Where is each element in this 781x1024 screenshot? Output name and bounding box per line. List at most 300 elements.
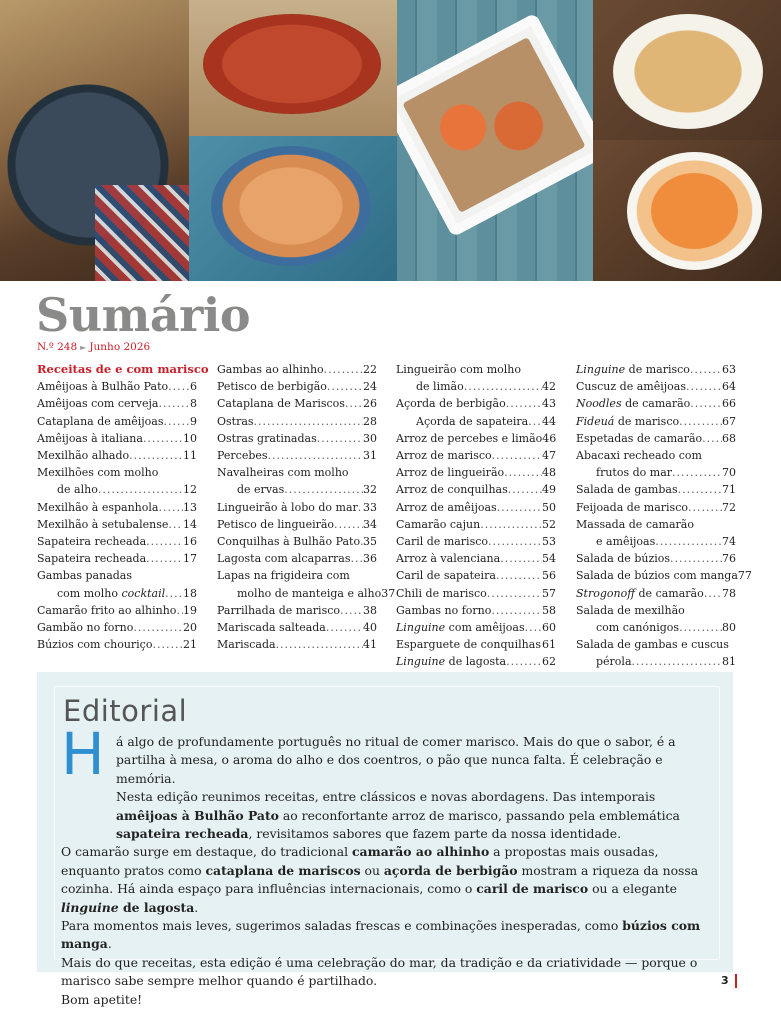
toc-entry-line: Abacaxi recheado com (576, 449, 702, 463)
toc-entry-line: Lapas na frigideira com (217, 569, 350, 583)
toc-entry-text: Arroz de marisco (396, 449, 492, 463)
toc-leader-dots (506, 395, 542, 412)
toc-entry-text: Arroz de amêijoas (396, 500, 497, 514)
toc-page-number: 81 (722, 655, 736, 669)
editorial-run: Nesta edição reunimos receitas, entre clássicos e novas abordagens. Das intemporais (116, 789, 656, 805)
toc-leader-dots (164, 413, 190, 430)
toc-entry-italic: Linguine (396, 621, 446, 635)
toc-entry (217, 499, 377, 516)
toc-leader-dots (327, 378, 363, 395)
shrimp-curry-plate-photo (593, 140, 781, 281)
toc-leader-dots (143, 430, 183, 447)
editorial-run: sapateira recheada (116, 826, 249, 842)
editorial-paragraph (61, 733, 711, 788)
toc-page-number: 14 (183, 517, 197, 531)
toc-entry-label (217, 636, 276, 653)
toc-entry-text: Mariscada salteada (217, 621, 326, 635)
toc-entry-label (396, 653, 506, 670)
editorial-run: Bom apetite! (61, 991, 143, 1007)
toc-entry (396, 378, 556, 395)
toc-leader-dots (508, 481, 542, 498)
toc-page-number: 68 (722, 431, 736, 445)
toc-entry (576, 395, 736, 412)
toc-leader-dots (158, 395, 190, 412)
toc-page-number: 63 (722, 363, 736, 376)
toc-entry-label (576, 481, 678, 498)
toc-entry-label (396, 395, 506, 412)
editorial-run: ou (360, 862, 384, 878)
toc-page-number: 43 (542, 397, 556, 411)
toc-page-number: 48 (542, 466, 556, 480)
toc-entry-line: Navalheiras com molho (217, 466, 349, 480)
toc-page-number: 18 (183, 586, 197, 600)
toc-entry-label (47, 585, 165, 602)
toc-leader-dots (129, 447, 183, 464)
toc-leader-dots (688, 499, 722, 516)
toc-leader-dots (146, 533, 183, 550)
toc-entry-text: Sapateira recheada (37, 552, 147, 566)
toc-entry-label (396, 602, 491, 619)
toc-entry (396, 413, 556, 430)
toc-entry-text: frutos do mar (596, 466, 673, 480)
editorial-text (61, 733, 711, 1009)
toc-entry (576, 361, 736, 378)
toc-page-number: 46 (542, 431, 557, 445)
toc-page-number: 40 (363, 621, 377, 635)
toc-entry-text: Cataplana de amêijoas (37, 414, 164, 428)
toc-entry-label (37, 499, 158, 516)
toc-entry-label (396, 499, 497, 516)
toc-entry-text: Salada de búzios com manga (576, 569, 738, 583)
toc-entry (396, 481, 556, 498)
editorial-run: O camarão surge em destaque, do tradicional (61, 844, 353, 860)
toc-leader-dots (487, 585, 542, 602)
toc-column-1 (37, 361, 209, 653)
toc-leader-dots (324, 361, 363, 378)
toc-entry-text: de camarão (638, 586, 704, 600)
toc-entry-label (396, 567, 496, 584)
toc-page-number: 34 (363, 517, 377, 531)
toc-entry (576, 619, 736, 636)
toc-entry-text: Cuscuz de amêijoas (576, 380, 686, 394)
toc-entry-text: Gambão no forno (37, 621, 134, 635)
toc-entry-text: molho de manteiga e alho (237, 586, 382, 600)
toc-entry-label (396, 430, 542, 447)
toc-leader-dots (496, 567, 542, 584)
drop-cap: H (61, 720, 105, 788)
toc-entry-text: de ervas (237, 483, 285, 497)
toc-entry-label (217, 447, 268, 464)
toc-entry (37, 447, 197, 464)
toc-leader-dots (492, 447, 542, 464)
editorial-run: açorda de berbigão (383, 862, 518, 878)
toc-entry-text: de camarão (625, 397, 691, 411)
toc-entry-text: Búzios com chouriço (37, 638, 153, 652)
toc-entry-text: Esparguete de conquilhas (396, 638, 541, 652)
toc-entry (396, 430, 556, 447)
toc-page-number: 10 (183, 431, 197, 445)
toc-page-number: 56 (542, 569, 556, 583)
toc-page-number: 47 (542, 449, 556, 463)
toc-entry-text: Mexilhão alhado (37, 449, 130, 463)
toc-entry-text: Cataplana de Mariscos (217, 397, 345, 411)
toc-entry (396, 516, 556, 533)
toc-entry-text: Espetadas de camarão (576, 431, 703, 445)
toc-page-number: 17 (183, 552, 197, 566)
toc-entry-text: Chili de marisco (396, 586, 487, 600)
toc-entry-label (37, 533, 146, 550)
toc-leader-dots (525, 619, 542, 636)
toc-entry-text: Amêijoas à Bulhão Pato (37, 380, 169, 394)
toc-entry (396, 533, 556, 550)
toc-page-number: 57 (542, 586, 556, 600)
toc-entry-label (37, 395, 158, 412)
toc-page-number: 70 (722, 466, 736, 480)
toc-entry (576, 481, 736, 498)
toc-entry-text: com amêijoas (448, 621, 525, 635)
toc-leader-dots (679, 619, 722, 636)
toc-page-number: 72 (722, 500, 736, 514)
toc-entry (217, 602, 377, 619)
toc-entry (37, 516, 197, 533)
toc-entry-label (37, 430, 143, 447)
toc-page-number: 31 (363, 449, 377, 463)
toc-entry (217, 413, 377, 430)
toc-leader-dots (168, 516, 183, 533)
toc-entry (37, 550, 197, 567)
toc-entry-label (576, 430, 702, 447)
toc-page-number: 50 (542, 500, 556, 514)
editorial-paragraph (61, 954, 711, 991)
editorial-run: , revisitamos sabores que fazem parte da nossa identidade. (248, 826, 622, 842)
toc-leader-dots (672, 464, 722, 481)
toc-entry-label (217, 533, 360, 550)
toc-page-number: 11 (183, 449, 197, 463)
editorial-paragraph (61, 843, 711, 917)
toc-entry-text: Gambas ao alhinho (217, 363, 324, 376)
toc-entry-text: Ostras gratinadas (217, 431, 317, 445)
toc-entry-text: e amêijoas (596, 535, 656, 549)
toc-column-3 (396, 361, 556, 671)
toc-entry-text: Petisco de lingueirão (217, 517, 335, 531)
toc-entry-text: de lagosta (448, 655, 507, 669)
toc-leader-dots (504, 464, 542, 481)
toc-leader-dots (152, 636, 183, 653)
toc-entry (37, 619, 197, 636)
toc-page-number: 61 (542, 638, 556, 652)
toc-leader-dots (284, 481, 363, 498)
toc-page-number: 21 (183, 638, 197, 652)
toc-entry-text: de limão (416, 380, 464, 394)
toc-entry-text: de marisco (617, 414, 680, 428)
toc-entry-text: Camarão frito ao alhinho (37, 603, 177, 617)
toc-entry-italic: Fideuá (576, 414, 615, 428)
toc-leader-dots (464, 378, 542, 395)
editorial-run: camarão ao alhinho (352, 844, 490, 860)
toc-page-number: 33 (363, 500, 377, 514)
toc-entry (396, 636, 556, 653)
toc-entry-label (586, 464, 672, 481)
toc-leader-dots (655, 533, 722, 550)
toc-page-number: 66 (722, 397, 736, 411)
toc-entry-label (217, 430, 317, 447)
toc-entry (217, 447, 377, 464)
toc-entry (217, 378, 377, 395)
toc-entry-text: Açorda de sapateira (416, 414, 529, 428)
editorial-run: Para momentos mais leves, sugerimos saladas frescas e combinações inesperadas, como (61, 918, 623, 934)
toc-entry (37, 378, 197, 395)
toc-entry-italic: Linguine (576, 363, 626, 376)
toc-page-number: 64 (722, 380, 736, 394)
toc-page-number: 42 (542, 380, 556, 394)
issue-info (37, 341, 150, 353)
toc-entry (396, 653, 556, 670)
toc-entry-label (396, 447, 492, 464)
photo-collage (0, 0, 781, 281)
toc-entry-text: Mariscada (217, 638, 276, 652)
toc-entry-label (576, 378, 686, 395)
toc-entry-text: Arroz de percebes e limão (396, 431, 543, 445)
toc-entry-text: Sapateira recheada (37, 535, 147, 549)
toc-leader-dots (506, 653, 542, 670)
toc-entry-label (37, 516, 168, 533)
toc-entry-label (217, 499, 358, 516)
toc-entry (396, 567, 556, 584)
toc-entry (576, 585, 736, 602)
toc-leader-dots (317, 430, 363, 447)
toc-page-number: 19 (183, 603, 197, 617)
toc-page-number: 22 (363, 363, 377, 376)
toc-page-number: 53 (542, 535, 556, 549)
page-number-text: 3 (721, 974, 729, 987)
editorial-run: búzios com manga (61, 918, 701, 952)
toc-entry (37, 585, 197, 602)
toc-entry-text: de marisco (628, 363, 690, 376)
toc-entry-label (217, 395, 345, 412)
toc-entry-label (576, 413, 679, 430)
toc-leader-dots (704, 585, 722, 602)
editorial-run: ou a elegante (588, 881, 678, 897)
toc-page-number: 62 (542, 655, 556, 669)
toc-entry (37, 499, 197, 516)
toc-entry-label (37, 413, 164, 430)
toc-leader-dots (165, 585, 183, 602)
editorial-run: caril de marisco (476, 881, 589, 897)
toc-entry-text: Petisco de berbigão (217, 380, 327, 394)
toc-entry-line: Salada de gambas e cuscus (576, 638, 729, 652)
toc-leader-dots (686, 378, 722, 395)
toc-entry-text: Salada de búzios (576, 552, 671, 566)
toc-entry-italic: cocktail (121, 586, 166, 600)
toc-entry-label (37, 619, 133, 636)
seafood-tray-photo (397, 0, 593, 281)
toc-entry-label (217, 602, 340, 619)
toc-entry-label (217, 413, 254, 430)
toc-entry-line: Massada de camarão (576, 517, 694, 531)
toc-page-number: 28 (363, 414, 377, 428)
toc-entry-text: com canónigos (596, 621, 680, 635)
toc-entry-text: Arroz de lingueirão (396, 466, 505, 480)
issue-date: Junho 2026 (89, 341, 151, 353)
editorial-run: a propostas mais ousadas, enquanto pratos como (61, 844, 659, 878)
toc-entry (396, 464, 556, 481)
toc-entry (37, 430, 197, 447)
toc-entry (396, 499, 556, 516)
toc-entry-text: Conquilhas à Bulhão Pato (217, 535, 361, 549)
page-number-bar (735, 974, 737, 988)
toc-leader-dots (497, 499, 542, 516)
toc-entry (217, 585, 396, 602)
toc-entry-label (406, 378, 464, 395)
toc-entry-text: Lagosta com alcaparras (217, 552, 351, 566)
toc-entry-label (576, 395, 690, 412)
editorial-title: Editorial (63, 694, 188, 728)
toc-entry-label (576, 550, 670, 567)
toc-entry-italic: Linguine (396, 655, 446, 669)
toc-page-number: 44 (542, 414, 556, 428)
toc-leader-dots (528, 413, 542, 430)
toc-page-number: 74 (722, 535, 736, 549)
toc-entry-text: pérola (596, 655, 632, 669)
toc-column-2 (217, 361, 396, 653)
toc-entry-text: Percebes (217, 449, 268, 463)
toc-leader-dots (168, 378, 190, 395)
toc-entry (396, 585, 556, 602)
toc-page-number: 58 (542, 603, 556, 617)
toc-entry-text: Gambas no forno (396, 603, 492, 617)
toc-page-number: 76 (722, 552, 736, 566)
toc-entry-label (217, 619, 326, 636)
editorial-run: cataplana de mariscos (205, 862, 361, 878)
toc-entry (576, 533, 736, 550)
toc-leader-dots (500, 550, 542, 567)
toc-entry-italic: Noodles (576, 397, 622, 411)
toc-entry (576, 430, 736, 447)
toc-entry-text: Mexilhão à setubalense (37, 517, 169, 531)
toc-entry (576, 413, 736, 430)
toc-entry-label (576, 361, 690, 378)
toc-entry-label (576, 585, 704, 602)
toc-page-number: 78 (722, 586, 736, 600)
toc-page-number: 49 (542, 483, 556, 497)
toc-entry-label (396, 516, 480, 533)
page-title: Sumário (36, 288, 251, 342)
toc-page-number: 12 (183, 483, 197, 497)
toc-entry-text: Caril de sapateira (396, 569, 496, 583)
toc-entry-text: Amêijoas à italiana (37, 431, 143, 445)
toc-entry (396, 602, 556, 619)
toc-entry (576, 550, 736, 567)
toc-page-number: 26 (363, 397, 377, 411)
editorial-run: mostram a riqueza da nossa cozinha. Há ainda espaço para influências internacionais, como o (61, 862, 699, 897)
toc-entry-text: Mexilhão à espanhola (37, 500, 159, 514)
toc-leader-dots (254, 413, 363, 430)
toc-entry-label (217, 378, 327, 395)
toc-page-number: 30 (363, 431, 377, 445)
toc-page-number: 9 (190, 414, 197, 428)
toc-entry (37, 636, 197, 653)
toc-leader-dots (98, 481, 183, 498)
toc-page-number: 37 (381, 586, 396, 600)
toc-entry-label (396, 585, 487, 602)
toc-entry (37, 481, 197, 498)
toc-page-number: 52 (542, 517, 556, 531)
toc-page-number: 77 (737, 569, 752, 583)
toc-page-number: 60 (542, 621, 556, 635)
toc-entry-label (586, 619, 679, 636)
toc-entry (576, 567, 752, 584)
toc-leader-dots (158, 499, 183, 516)
toc-entry (217, 481, 377, 498)
toc-entry-label (406, 413, 528, 430)
toc-entry (217, 636, 377, 653)
toc-entry-label (396, 636, 541, 653)
toc-entry-label (37, 550, 146, 567)
toc-entry-label (396, 464, 504, 481)
toc-entry-line: Mexilhões com molho (37, 466, 159, 480)
toc-leader-dots (340, 602, 363, 619)
toc-entry-label (37, 636, 152, 653)
toc-page-number: 24 (363, 380, 377, 394)
toc-entry (396, 550, 556, 567)
toc-entry (576, 499, 736, 516)
toc-leader-dots (350, 550, 363, 567)
toc-entry-text: de alho (57, 483, 98, 497)
toc-entry (576, 464, 736, 481)
toc-entry-line: Salada de mexilhão (576, 603, 685, 617)
toc-page-number: 71 (722, 483, 736, 497)
toc-leader-dots (491, 602, 542, 619)
toc-leader-dots (326, 619, 363, 636)
toc-leader-dots (276, 636, 363, 653)
toc-section-heading: Receitas de e com marisco (37, 362, 209, 376)
editorial-paragraph (61, 788, 711, 843)
editorial-run: . (107, 936, 112, 952)
toc-entry-text: com molho (57, 586, 118, 600)
editorial-paragraph (61, 991, 711, 1009)
separator-icon: ► (80, 343, 87, 352)
toc-entry-label (576, 499, 688, 516)
editorial-run: ao reconfortante arroz de marisco, passando pela emblemática (278, 807, 680, 823)
toc-column-4 (576, 361, 752, 671)
toc-page-number: 38 (363, 603, 377, 617)
toc-page-number: 8 (190, 397, 197, 411)
toc-entry-text: Parrilhada de marisco (217, 603, 340, 617)
editorial-run: Mais do que receitas, esta edição é uma celebração do mar, da tradição e da criatividade — porque o marisco sabe sempre melhor quando é partilhado. (61, 954, 698, 989)
toc-leader-dots (690, 361, 722, 378)
toc-page-number: 67 (722, 414, 736, 428)
toc-entry-label (396, 481, 508, 498)
toc-entry (217, 619, 377, 636)
toc-leader-dots (679, 413, 722, 430)
toc-entry (396, 447, 556, 464)
toc-entry-label (37, 378, 168, 395)
toc-entry (217, 550, 377, 567)
toc-entry-label (396, 533, 488, 550)
toc-leader-dots (146, 550, 183, 567)
toc-leader-dots (488, 533, 542, 550)
toc-leader-dots (480, 516, 542, 533)
shrimp-pan-photo (189, 0, 397, 136)
toc-entry-italic: Strogonoff (576, 586, 636, 600)
toc-page-number: 16 (183, 535, 197, 549)
toc-entry (217, 395, 377, 412)
toc-entry-text: Salada de gambas (576, 483, 678, 497)
toc-page-number: 35 (363, 535, 377, 549)
toc-entry (576, 653, 736, 670)
clams-bowl-photo (0, 0, 189, 281)
editorial-run: de lagosta (118, 899, 195, 915)
